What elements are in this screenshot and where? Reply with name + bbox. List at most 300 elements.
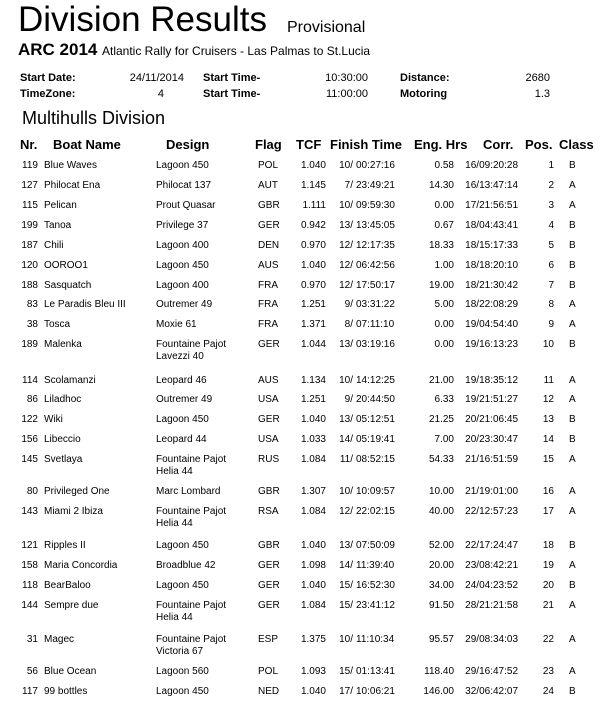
cell-finish-time: 20:44:50 [356, 394, 395, 405]
table-row [0, 394, 609, 408]
cell-boat-name: Pelican [44, 200, 77, 211]
cell-nr: 56 [26, 666, 38, 677]
col-header-eng-hrs: Eng. Hrs [414, 137, 468, 152]
cell-flag: AUS [258, 260, 279, 271]
cell-tcf: 1.033 [300, 434, 326, 445]
cell-tcf: 0.970 [300, 240, 326, 251]
cell-corr: 23/08:42:21 [465, 560, 518, 571]
cell-flag: GER [258, 600, 280, 611]
cell-nr: 122 [21, 414, 38, 425]
cell-nr: 86 [26, 394, 38, 405]
cell-finish-day: 15/ [339, 666, 353, 677]
rally-name: Atlantic Rally for Cruisers - Las Palmas to St.Lucia [102, 44, 371, 58]
table-row [0, 260, 609, 274]
table-row [0, 160, 609, 174]
cell-finish-time: 10:09:57 [356, 486, 395, 497]
cell-tcf: 1.371 [300, 319, 326, 330]
cell-nr: 80 [26, 486, 38, 497]
cell-corr: 16/09:20:28 [465, 160, 518, 171]
cell-eng-hrs: 0.58 [434, 160, 454, 171]
cell-nr: 38 [26, 319, 38, 330]
cell-finish-day: 10/ [339, 160, 353, 171]
cell-class: A [569, 454, 576, 465]
cell-finish-time: 01:13:41 [356, 666, 395, 677]
cell-design: Fountaine Pajot [156, 634, 227, 645]
cell-finish-day: 9/ [344, 299, 353, 310]
cell-design: Fountaine Pajot [156, 600, 227, 611]
cell-pos: 22 [542, 634, 554, 645]
cell-design: Privilege 37 [156, 220, 209, 231]
cell-tcf: 1.251 [300, 299, 326, 310]
cell-finish-time: 03:31:22 [356, 299, 395, 310]
cell-finish-time: 03:19:16 [356, 339, 395, 350]
cell-corr: 19/04:54:40 [465, 319, 518, 330]
table-row [0, 319, 609, 333]
cell-design: Moxie 61 [156, 319, 197, 330]
cell-design: Philocat 137 [156, 180, 212, 191]
cell-class: A [569, 600, 576, 611]
cell-pos: 12 [542, 394, 554, 405]
cell-eng-hrs: 1.00 [434, 260, 454, 271]
table-row [0, 299, 609, 313]
cell-corr: 29/16:47:52 [465, 666, 518, 677]
cell-boat-name: Le Paradis Bleu III [44, 299, 126, 310]
cell-tcf: 0.942 [300, 220, 326, 231]
cell-corr: 19/16:13:23 [465, 339, 518, 350]
cell-design: Lagoon 450 [156, 580, 209, 591]
cell-corr: 16/13:47:14 [465, 180, 518, 191]
cell-eng-hrs: 0.00 [434, 200, 454, 211]
cell-finish-day: 13/ [339, 414, 353, 425]
cell-eng-hrs: 0.00 [434, 339, 454, 350]
cell-pos: 19 [542, 560, 554, 571]
cell-nr: 119 [22, 160, 38, 171]
cell-eng-hrs: 40.00 [428, 506, 454, 517]
cell-corr: 24/04:23:52 [465, 580, 518, 591]
col-header-flag: Flag [255, 137, 282, 152]
cell-nr: 31 [26, 634, 38, 645]
cell-finish-time: 07:50:09 [356, 540, 395, 551]
cell-flag: ESP [258, 634, 279, 645]
cell-pos: 20 [542, 580, 554, 591]
cell-eng-hrs: 20.00 [428, 560, 454, 571]
cell-design: Lagoon 400 [156, 280, 209, 291]
cell-flag: USA [258, 434, 279, 445]
cell-boat-name: Scolamanzi [44, 375, 96, 386]
cell-nr: 189 [21, 339, 38, 350]
cell-nr: 114 [22, 375, 38, 386]
cell-tcf: 1.307 [300, 486, 326, 497]
cell-flag: GBR [258, 540, 280, 551]
start-time-value: 10:30:00 [325, 72, 368, 84]
motoring-value: 1.3 [534, 88, 550, 100]
cell-pos: 4 [548, 220, 554, 231]
col-header-pos: Pos. [525, 137, 553, 152]
cell-nr: 115 [22, 200, 38, 211]
cell-boat-name: Svetlaya [44, 454, 83, 465]
cell-corr: 22/17:24:47 [465, 540, 518, 551]
cell-eng-hrs: 18.33 [428, 240, 454, 251]
table-row [0, 434, 609, 448]
cell-nr: 199 [21, 220, 38, 231]
col-header-nr: Nr. [20, 137, 38, 152]
cell-boat-name: Libeccio [44, 434, 81, 445]
cell-flag: RSA [258, 506, 279, 517]
table-row [0, 375, 609, 389]
cell-eng-hrs: 14.30 [428, 180, 454, 191]
cell-flag: GBR [258, 486, 280, 497]
cell-eng-hrs: 34.00 [428, 580, 454, 591]
cell-class: A [569, 634, 576, 645]
col-header-tcf: TCF [296, 137, 322, 152]
cell-design: Victoria 67 [156, 646, 204, 657]
start-time-2-value: 11:00:00 [325, 88, 368, 100]
cell-finish-day: 12/ [339, 240, 353, 251]
cell-class: A [569, 486, 576, 497]
table-row [0, 666, 609, 680]
cell-pos: 11 [543, 375, 554, 386]
cell-eng-hrs: 54.33 [428, 454, 454, 465]
start-time-label: Start Time- [203, 72, 261, 84]
cell-class: B [569, 339, 576, 350]
cell-flag: DEN [258, 240, 280, 251]
cell-corr: 20/23:30:47 [465, 434, 518, 445]
cell-flag: FRA [258, 319, 278, 330]
cell-boat-name: Sasquatch [44, 280, 92, 291]
cell-class: A [569, 200, 576, 211]
cell-boat-name: Blue Waves [44, 160, 97, 171]
cell-nr: 187 [21, 240, 38, 251]
cell-class: B [569, 686, 576, 697]
cell-finish-day: 13/ [339, 540, 353, 551]
cell-class: B [569, 220, 576, 231]
cell-finish-day: 10/ [339, 486, 353, 497]
cell-design: Broadblue 42 [156, 560, 216, 571]
cell-pos: 13 [542, 414, 554, 425]
cell-finish-time: 00:27:16 [356, 160, 395, 171]
cell-design: Lagoon 450 [156, 260, 209, 271]
cell-corr: 21/16:51:59 [465, 454, 518, 465]
cell-class: B [569, 160, 576, 171]
cell-design: Lagoon 450 [156, 160, 209, 171]
cell-design: Lagoon 450 [156, 540, 209, 551]
col-header-finish-time: Finish Time [330, 137, 402, 152]
cell-finish-time: 05:19:41 [356, 434, 395, 445]
cell-eng-hrs: 5.00 [434, 299, 454, 310]
cell-eng-hrs: 146.00 [423, 686, 454, 697]
cell-nr: 145 [21, 454, 38, 465]
cell-finish-time: 12:17:35 [356, 240, 395, 251]
cell-boat-name: Philocat Ena [44, 180, 101, 191]
cell-finish-time: 16:52:30 [356, 580, 395, 591]
timezone-value: 4 [157, 88, 164, 100]
table-row [0, 414, 609, 428]
cell-finish-time: 23:49:21 [356, 180, 395, 191]
cell-finish-day: 15/ [339, 600, 353, 611]
cell-design: Lagoon 400 [156, 240, 209, 251]
cell-nr: 117 [22, 686, 38, 697]
cell-nr: 83 [26, 299, 38, 310]
cell-boat-name: BearBaloo [44, 580, 91, 591]
cell-pos: 18 [542, 540, 554, 551]
cell-finish-day: 9/ [344, 394, 353, 405]
start-time-2-label: Start Time- [203, 88, 261, 100]
cell-corr: 17/21:56:51 [465, 200, 518, 211]
motoring-label: Motoring [400, 88, 448, 100]
cell-finish-time: 10:06:21 [356, 686, 395, 697]
cell-tcf: 1.084 [300, 600, 326, 611]
cell-finish-day: 12/ [339, 506, 353, 517]
cell-corr: 19/21:51:27 [465, 394, 518, 405]
cell-corr: 18/15:17:33 [465, 240, 518, 251]
cell-boat-name: Magec [44, 634, 75, 645]
cell-flag: NED [258, 686, 280, 697]
cell-tcf: 1.251 [300, 394, 326, 405]
cell-pos: 8 [548, 299, 554, 310]
cell-design: Lagoon 450 [156, 414, 209, 425]
cell-boat-name: Sempre due [44, 600, 99, 611]
cell-design: Lagoon 560 [156, 666, 209, 677]
cell-corr: 19/18:35:12 [465, 375, 518, 386]
cell-eng-hrs: 21.00 [428, 375, 454, 386]
cell-tcf: 1.111 [302, 200, 326, 211]
table-row [0, 454, 609, 477]
status-label: Provisional [287, 19, 366, 36]
cell-corr: 32/06:42:07 [465, 686, 518, 697]
cell-corr: 18/18:20:10 [465, 260, 518, 271]
cell-design: Helia 44 [156, 518, 193, 529]
cell-finish-day: 8/ [344, 319, 353, 330]
cell-finish-time: 13:45:05 [356, 220, 395, 231]
cell-design: Outremer 49 [156, 394, 213, 405]
table-row [0, 506, 609, 529]
cell-class: A [569, 319, 576, 330]
cell-tcf: 1.040 [300, 414, 326, 425]
cell-finish-time: 17:50:17 [356, 280, 395, 291]
cell-tcf: 1.040 [300, 580, 326, 591]
col-header-corr: Corr. [483, 137, 514, 152]
cell-flag: GER [258, 414, 280, 425]
cell-pos: 6 [548, 260, 554, 271]
cell-corr: 21/19:01:00 [465, 486, 518, 497]
start-date-label: Start Date: [20, 72, 76, 84]
cell-pos: 9 [548, 319, 554, 330]
cell-pos: 17 [542, 506, 554, 517]
cell-corr: 18/22:08:29 [465, 299, 518, 310]
cell-corr: 18/04:43:41 [465, 220, 518, 231]
cell-finish-day: 12/ [339, 280, 353, 291]
table-row [0, 339, 609, 362]
cell-finish-time: 07:11:10 [356, 319, 395, 330]
cell-corr: 29/08:34:03 [465, 634, 518, 645]
cell-boat-name: Ripples II [44, 540, 86, 551]
cell-pos: 2 [548, 180, 554, 191]
cell-tcf: 1.084 [300, 506, 326, 517]
cell-design: Helia 44 [156, 612, 193, 623]
cell-eng-hrs: 21.25 [428, 414, 454, 425]
cell-tcf: 0.970 [300, 280, 326, 291]
cell-class: B [569, 280, 576, 291]
cell-eng-hrs: 95.57 [428, 634, 454, 645]
cell-pos: 1 [548, 160, 554, 171]
distance-value: 2680 [525, 72, 550, 84]
cell-finish-time: 08:52:15 [356, 454, 395, 465]
cell-nr: 158 [21, 560, 38, 571]
cell-eng-hrs: 118.40 [424, 666, 454, 677]
cell-class: B [569, 434, 576, 445]
cell-flag: RUS [258, 454, 280, 465]
cell-pos: 23 [542, 666, 554, 677]
cell-flag: GER [258, 339, 280, 350]
table-row [0, 240, 609, 254]
cell-nr: 121 [21, 540, 38, 551]
cell-boat-name: 99 bottles [44, 686, 88, 697]
cell-eng-hrs: 7.00 [434, 434, 454, 445]
cell-class: B [569, 540, 576, 551]
cell-pos: 14 [542, 434, 554, 445]
rally-code: ARC 2014 [18, 40, 98, 59]
cell-finish-time: 06:42:56 [356, 260, 395, 271]
cell-finish-day: 11/ [339, 454, 353, 465]
cell-design: Lagoon 450 [156, 686, 209, 697]
cell-class: B [569, 580, 576, 591]
cell-tcf: 1.040 [300, 160, 326, 171]
timezone-label: TimeZone: [20, 88, 76, 100]
cell-flag: GER [258, 560, 280, 571]
cell-pos: 16 [542, 486, 554, 497]
table-row [0, 540, 609, 554]
table-row [0, 200, 609, 214]
cell-tcf: 1.093 [300, 666, 326, 677]
distance-label: Distance: [400, 72, 450, 84]
cell-design: Helia 44 [156, 466, 193, 477]
cell-finish-day: 15/ [339, 580, 353, 591]
cell-nr: 144 [21, 600, 38, 611]
division-title: Multihulls Division [22, 108, 166, 128]
cell-finish-time: 11:39:40 [356, 560, 395, 571]
cell-eng-hrs: 10.00 [428, 486, 454, 497]
cell-tcf: 1.134 [300, 375, 326, 386]
cell-tcf: 1.084 [300, 454, 326, 465]
cell-design: Outremer 49 [156, 299, 213, 310]
cell-flag: AUT [258, 180, 278, 191]
cell-finish-time: 09:59:30 [356, 200, 395, 211]
cell-pos: 24 [542, 686, 554, 697]
cell-eng-hrs: 91.50 [428, 600, 454, 611]
cell-tcf: 1.040 [300, 260, 326, 271]
cell-flag: AUS [258, 375, 279, 386]
cell-boat-name: Malenka [44, 339, 82, 350]
cell-pos: 5 [548, 240, 554, 251]
col-header-design: Design [166, 137, 210, 152]
cell-finish-time: 14:12:25 [356, 375, 395, 386]
cell-corr: 22/12:57:23 [465, 506, 518, 517]
cell-finish-time: 11:10:34 [356, 634, 395, 645]
cell-flag: FRA [258, 299, 278, 310]
start-date-value: 24/11/2014 [129, 72, 184, 84]
table-row [0, 486, 609, 500]
cell-finish-day: 10/ [339, 200, 353, 211]
cell-eng-hrs: 0.00 [434, 319, 454, 330]
cell-design: Fountaine Pajot [156, 454, 227, 465]
cell-flag: FRA [258, 280, 278, 291]
cell-nr: 127 [21, 180, 38, 191]
cell-design: Fountaine Pajot [156, 339, 227, 350]
cell-class: B [569, 260, 576, 271]
cell-class: B [569, 414, 576, 425]
cell-corr: 28/21:21:58 [465, 600, 518, 611]
cell-class: A [569, 666, 576, 677]
col-header-class: Class [559, 137, 594, 152]
table-row [0, 600, 609, 623]
cell-finish-day: 12/ [339, 260, 353, 271]
cell-class: A [569, 299, 576, 310]
table-row [0, 634, 609, 657]
cell-design: Leopard 44 [156, 434, 207, 445]
cell-boat-name: Blue Ocean [44, 666, 97, 677]
cell-pos: 15 [542, 454, 554, 465]
cell-class: A [569, 560, 576, 571]
cell-flag: GER [258, 580, 280, 591]
cell-eng-hrs: 0.67 [434, 220, 454, 231]
cell-finish-day: 7/ [344, 180, 353, 191]
cell-pos: 3 [548, 200, 554, 211]
cell-pos: 7 [548, 280, 554, 291]
cell-boat-name: Tanoa [44, 220, 72, 231]
cell-class: B [569, 240, 576, 251]
table-row [0, 180, 609, 194]
cell-finish-day: 13/ [339, 339, 353, 350]
cell-eng-hrs: 19.00 [428, 280, 454, 291]
cell-boat-name: Chili [44, 240, 64, 251]
table-row [0, 686, 609, 700]
cell-nr: 118 [22, 580, 38, 591]
page-title: Division Results [18, 0, 267, 39]
cell-corr: 18/21:30:42 [465, 280, 518, 291]
cell-nr: 120 [21, 260, 38, 271]
cell-class: A [569, 506, 576, 517]
table-row [0, 280, 609, 294]
cell-pos: 10 [542, 339, 554, 350]
cell-flag: GBR [258, 200, 280, 211]
cell-finish-day: 10/ [339, 634, 353, 645]
cell-finish-time: 23:41:12 [356, 600, 395, 611]
cell-finish-day: 14/ [339, 560, 353, 571]
cell-nr: 156 [21, 434, 38, 445]
cell-finish-day: 10/ [339, 375, 353, 386]
cell-class: A [569, 180, 576, 191]
cell-tcf: 1.040 [300, 686, 326, 697]
cell-design: Fountaine Pajot [156, 506, 227, 517]
cell-finish-day: 13/ [339, 220, 353, 231]
cell-flag: USA [258, 394, 279, 405]
cell-pos: 21 [542, 600, 554, 611]
cell-class: A [569, 375, 576, 386]
cell-boat-name: Privileged One [44, 486, 110, 497]
cell-nr: 143 [21, 506, 38, 517]
cell-boat-name: Tosca [44, 319, 71, 330]
table-row [0, 220, 609, 234]
cell-boat-name: Maria Concordia [44, 560, 118, 571]
cell-tcf: 1.040 [300, 540, 326, 551]
col-header-boat-name: Boat Name [53, 137, 121, 152]
cell-boat-name: OOROO1 [44, 260, 88, 271]
cell-design: Marc Lombard [156, 486, 221, 497]
cell-tcf: 1.375 [300, 634, 326, 645]
cell-finish-time: 22:02:15 [356, 506, 395, 517]
cell-design: Leopard 46 [156, 375, 207, 386]
cell-tcf: 1.044 [300, 339, 326, 350]
